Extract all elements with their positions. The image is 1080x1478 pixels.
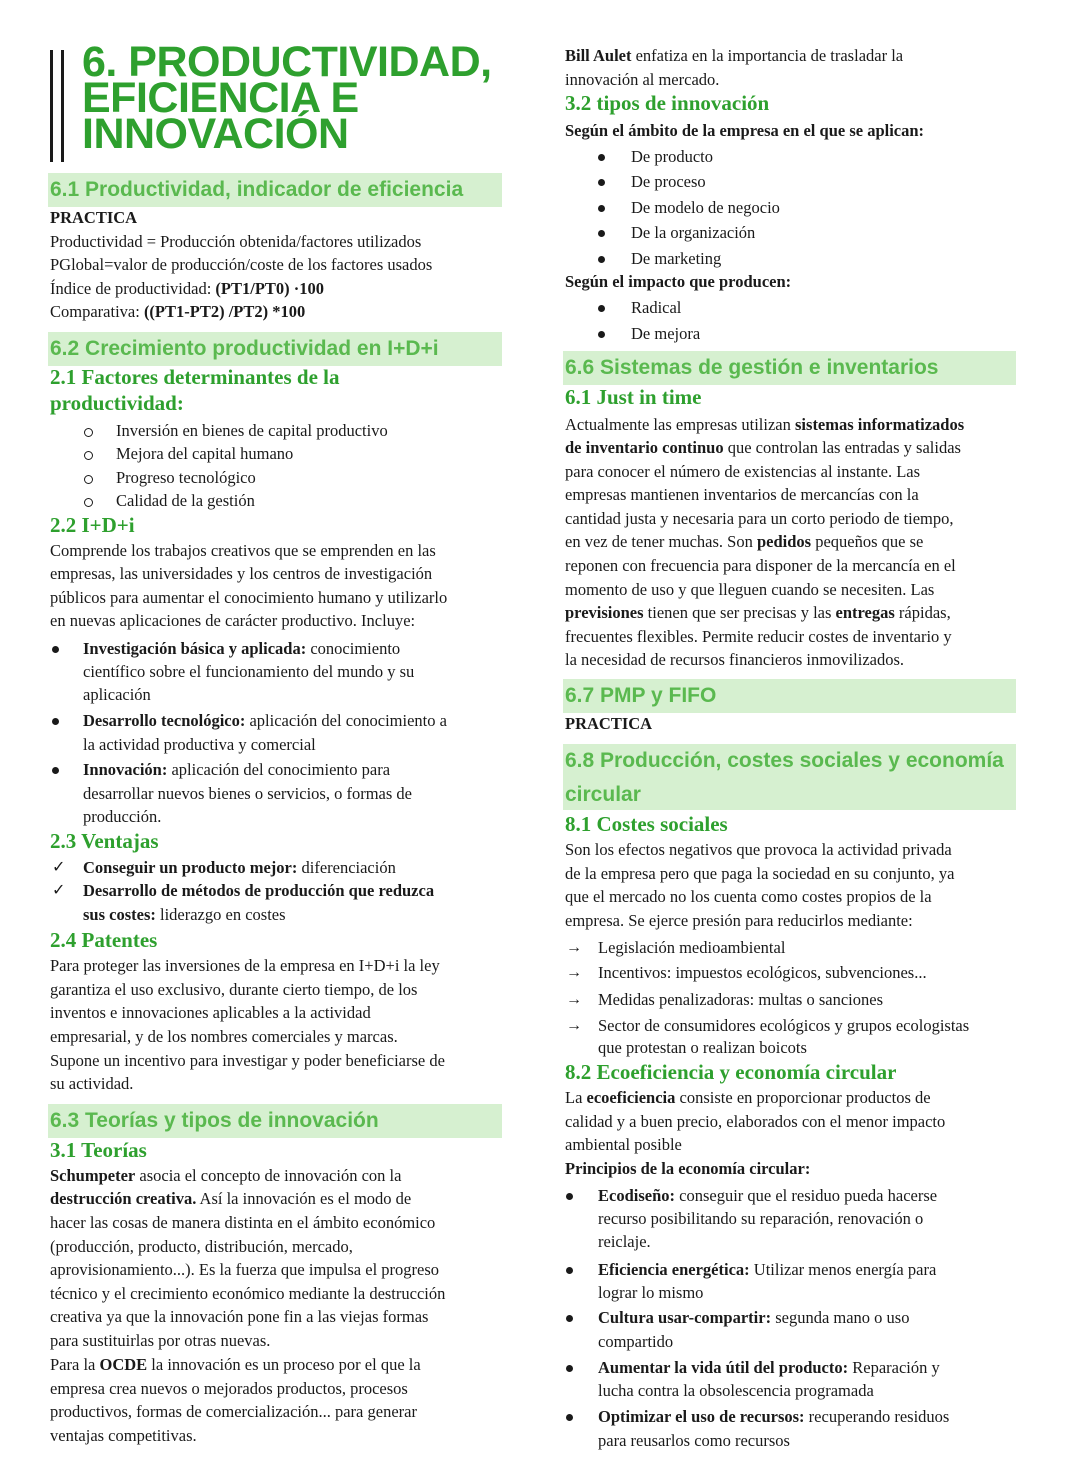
- list-item: Conseguir un producto mejor: diferenciación: [83, 858, 396, 877]
- formula-pglobal: PGlobal=valor de producción/coste de los factores usados: [50, 255, 433, 274]
- paragraph-line: La ecoeficiencia consiste en proporcionar productos de: [565, 1088, 931, 1107]
- paragraph-line: su actividad.: [50, 1074, 134, 1093]
- paragraph-line: destrucción creativa. Así la innovación es el modo de: [50, 1189, 412, 1208]
- list-item: De marketing: [631, 249, 722, 268]
- subheading-8-2: 8.2 Ecoeficiencia y economía circular: [565, 1060, 897, 1084]
- formula-indice: Índice de productividad: (PT1/PT0) ·100: [50, 279, 325, 298]
- list-item: Ecodiseño: conseguir que el residuo pueda hacerse: [598, 1186, 938, 1205]
- page-title: [50, 38, 510, 164]
- list-item: Optimizar el uso de recursos: recuperando residuos: [598, 1407, 950, 1426]
- paragraph-line: Son los efectos negativos que provoca la actividad privada: [565, 840, 952, 859]
- subheading-3-2: 3.2 tipos de innovación: [565, 91, 770, 115]
- circle-bullet-icon: [84, 428, 93, 437]
- list-item-continuation: compartido: [598, 1332, 674, 1351]
- checkmark-icon: ✓: [52, 859, 66, 876]
- subheading-2-4: 2.4 Patentes: [50, 928, 158, 952]
- circle-bullet-icon: [84, 498, 93, 507]
- subheading-2-1-line2: productividad:: [50, 391, 184, 415]
- paragraph-line: empresa. Se ejerce presión para reducirlos mediante:: [565, 911, 913, 930]
- paragraph-line: la necesidad de recursos financieros inmovilizados.: [565, 650, 905, 669]
- bullet-icon: [598, 305, 605, 312]
- formula-productividad: Productividad = Producción obtenida/factores utilizados: [50, 232, 422, 251]
- arrow-right-icon: →: [566, 991, 582, 1008]
- paragraph-line: en nuevas aplicaciones de carácter productivo. Incluye:: [50, 611, 416, 630]
- section-header-6-6: 6.6 Sistemas de gestión e inventarios: [563, 351, 1016, 385]
- bullet-icon: [598, 179, 605, 186]
- paragraph-line: calidad y a buen precio, elaborados con el menor impacto: [565, 1112, 946, 1131]
- section-header-6-1: 6.1 Productividad, indicador de eficiencia: [48, 173, 502, 207]
- paragraph-line: (producción, producto, distribución, mercado,: [50, 1237, 353, 1256]
- list-item-continuation: reiclaje.: [598, 1232, 651, 1251]
- paragraph-line: para conocer el número de existencias al instante. Las: [565, 462, 921, 481]
- bullet-icon: [598, 154, 605, 161]
- list-item-continuation: para reusarlos como recursos: [598, 1431, 790, 1450]
- subheading-3-1: 3.1 Teorías: [50, 1138, 147, 1162]
- paragraph-line: Para proteger las inversiones de la empresa en I+D+i la ley: [50, 956, 440, 975]
- practica-label: PRACTICA: [50, 208, 138, 227]
- arrow-right-icon: →: [566, 939, 582, 956]
- bullet-icon: [566, 1267, 573, 1274]
- list-item: Legislación medioambiental: [598, 938, 786, 957]
- list-item-continuation: científico sobre el funcionamiento del mundo y su: [83, 662, 415, 681]
- paragraph-line: para sustituirlas por otras nuevas.: [50, 1331, 271, 1350]
- paragraph-line: inventos e innovaciones aplicables a la actividad: [50, 1003, 371, 1022]
- paragraph-line: ventajas competitivas.: [50, 1426, 197, 1445]
- paragraph-line: Actualmente las empresas utilizan sistemas informatizados: [565, 415, 965, 434]
- list-item-continuation: sus costes: liderazgo en costes: [83, 905, 286, 924]
- paragraph-line: técnico y el crecimiento económico mediante la destrucción: [50, 1284, 446, 1303]
- title-line-3: INNOVACIÓN: [82, 110, 349, 158]
- list-item: Incentivos: impuestos ecológicos, subvenciones...: [598, 963, 927, 982]
- paragraph-line: Bill Aulet enfatiza en la importancia de trasladar la: [565, 46, 904, 65]
- list-item-continuation: la actividad productiva y comercial: [83, 735, 316, 754]
- section-header-6-7: 6.7 PMP y FIFO: [563, 679, 1016, 713]
- paragraph-line: Supone un incentivo para investigar y poder beneficiarse de: [50, 1051, 445, 1070]
- checkmark-icon: ✓: [52, 882, 66, 899]
- paragraph-line: productivos, formas de comercialización... para generar: [50, 1402, 417, 1421]
- bullet-icon: [52, 767, 59, 774]
- ambito-label: Según el ámbito de la empresa en el que se aplican:: [565, 121, 925, 140]
- paragraph-line: Schumpeter asocia el concepto de innovación con la: [50, 1166, 402, 1185]
- list-item-continuation: recurso posibilitando su reparación, renovación o: [598, 1209, 924, 1228]
- list-item: Medidas penalizadoras: multas o sanciones: [598, 990, 884, 1009]
- paragraph-line: momento de uso y que lleguen cuando se necesiten. Las: [565, 580, 935, 599]
- paragraph-line: de inventario continuo que controlan las entradas y salidas: [565, 438, 961, 457]
- list-item: Mejora del capital humano: [84, 442, 484, 466]
- bullet-icon: [566, 1193, 573, 1200]
- section-header-6-2: 6.2 Crecimiento productividad en I+D+i: [48, 332, 502, 366]
- subheading-8-1: 8.1 Costes sociales: [565, 812, 728, 836]
- bullet-icon: [598, 230, 605, 237]
- paragraph-line: de la empresa pero que paga la sociedad en su conjunto, ya: [565, 864, 955, 883]
- circle-bullet-icon: [84, 451, 93, 460]
- paragraph-line: creativa ya que la innovación pone fin a las viejas formas: [50, 1307, 429, 1326]
- paragraph-line: que el mercado no los cuenta como costes propios de la: [565, 887, 932, 906]
- list-item-continuation: lograr lo mismo: [598, 1283, 704, 1302]
- bullet-icon: [52, 646, 59, 653]
- list-item: De producto: [631, 147, 714, 166]
- title-line-1: 6. PRODUCTIVIDAD,: [82, 38, 492, 86]
- bullet-icon: [566, 1414, 573, 1421]
- list-item-continuation: que protestan o realizan boicots: [598, 1038, 807, 1057]
- list-item-continuation: aplicación: [83, 685, 151, 704]
- paragraph-line: públicos para aumentar el conocimiento humano y utilizarlo: [50, 588, 448, 607]
- paragraph-line: Comprende los trabajos creativos que se emprenden en las: [50, 541, 436, 560]
- list-item: Innovación: aplicación del conocimiento para: [83, 760, 391, 779]
- list-item: Aumentar la vida útil del producto: Reparación y: [598, 1358, 940, 1377]
- paragraph-line: empresa crea nuevos o mejorados productos, procesos: [50, 1379, 408, 1398]
- paragraph-line: previsiones tienen que ser precisas y las entregas rápidas,: [565, 603, 951, 622]
- list-item-continuation: lucha contra la obsolescencia programada: [598, 1381, 874, 1400]
- list-item: Calidad de la gestión: [84, 489, 484, 513]
- list-item: Progreso tecnológico: [84, 466, 484, 490]
- list-item: Desarrollo de métodos de producción que reduzca: [83, 881, 435, 900]
- formula-comparativa: Comparativa: ((PT1-PT2) /PT2) *100: [50, 302, 306, 321]
- list-item: Investigación básica y aplicada: conocimiento: [83, 639, 401, 658]
- section-header-6-8: 6.8 Producción, costes sociales y economía circular: [563, 744, 1016, 810]
- paragraph-line: aprovisionamiento...). Es la fuerza que impulsa el progreso: [50, 1260, 440, 1279]
- list-item: De modelo de negocio: [631, 198, 780, 217]
- bullet-icon: [598, 256, 605, 263]
- list-item: Radical: [631, 298, 682, 317]
- list-item: De mejora: [631, 324, 701, 343]
- paragraph-line: frecuentes flexibles. Permite reducir costes de inventario y: [565, 627, 952, 646]
- list-item: De proceso: [631, 172, 706, 191]
- paragraph-line: hacer las cosas de manera distinta en el ámbito económico: [50, 1213, 436, 1232]
- principios-label: Principios de la economía circular:: [565, 1159, 811, 1178]
- paragraph-line: empresas mantienen inventarios de mercancías con la: [565, 485, 919, 504]
- section-header-6-3: 6.3 Teorías y tipos de innovación: [48, 1104, 502, 1138]
- paragraph-line: Para la OCDE la innovación es un proceso por el que la: [50, 1355, 421, 1374]
- list-item-continuation: desarrollar nuevos bienes o servicios, o formas de: [83, 784, 412, 803]
- paragraph-line: reponen con frecuencia para disponer de la mercancía en el: [565, 556, 956, 575]
- bullet-icon: [52, 718, 59, 725]
- practica-label: PRACTICA: [565, 714, 653, 733]
- bullet-icon: [598, 331, 605, 338]
- list-item: De la organización: [631, 223, 756, 242]
- list-item: Sector de consumidores ecológicos y grupos ecologistas: [598, 1016, 970, 1035]
- paragraph-line: innovación al mercado.: [565, 70, 720, 89]
- subheading-2-1-line1: 2.1 Factores determinantes de la: [50, 365, 340, 389]
- list-item-continuation: producción.: [83, 807, 162, 826]
- subheading-just-in-time: 6.1 Just in time: [565, 385, 702, 409]
- paragraph-line: empresarial, y de los nombres comerciales y marcas.: [50, 1027, 398, 1046]
- subheading-2-2: 2.2 I+D+i: [50, 513, 135, 537]
- arrow-right-icon: →: [566, 964, 582, 981]
- list-item: Eficiencia energética: Utilizar menos energía para: [598, 1260, 937, 1279]
- paragraph-line: garantiza el uso exclusivo, durante cierto tiempo, de los: [50, 980, 418, 999]
- list-item: Desarrollo tecnológico: aplicación del conocimiento a: [83, 711, 447, 730]
- paragraph-line: ambiental posible: [565, 1135, 682, 1154]
- impacto-label: Según el impacto que producen:: [565, 272, 792, 291]
- paragraph-line: empresas, las universidades y los centros de investigación: [50, 564, 433, 583]
- list-item: Inversión en bienes de capital productivo: [84, 419, 484, 443]
- list-item: Cultura usar-compartir: segunda mano o uso: [598, 1308, 910, 1327]
- circle-bullet-icon: [84, 475, 93, 484]
- bullet-icon: [566, 1315, 573, 1322]
- bullet-icon: [566, 1365, 573, 1372]
- title-line-2: EFICIENCIA E: [82, 74, 359, 122]
- bullet-icon: [598, 205, 605, 212]
- subheading-2-3: 2.3 Ventajas: [50, 829, 159, 853]
- paragraph-line: cantidad justa y necesaria para un corto periodo de tiempo,: [565, 509, 954, 528]
- paragraph-line: en vez de tener muchas. Son pedidos pequeños que se: [565, 532, 924, 551]
- arrow-right-icon: →: [566, 1017, 582, 1034]
- title-double-bar: [50, 50, 64, 162]
